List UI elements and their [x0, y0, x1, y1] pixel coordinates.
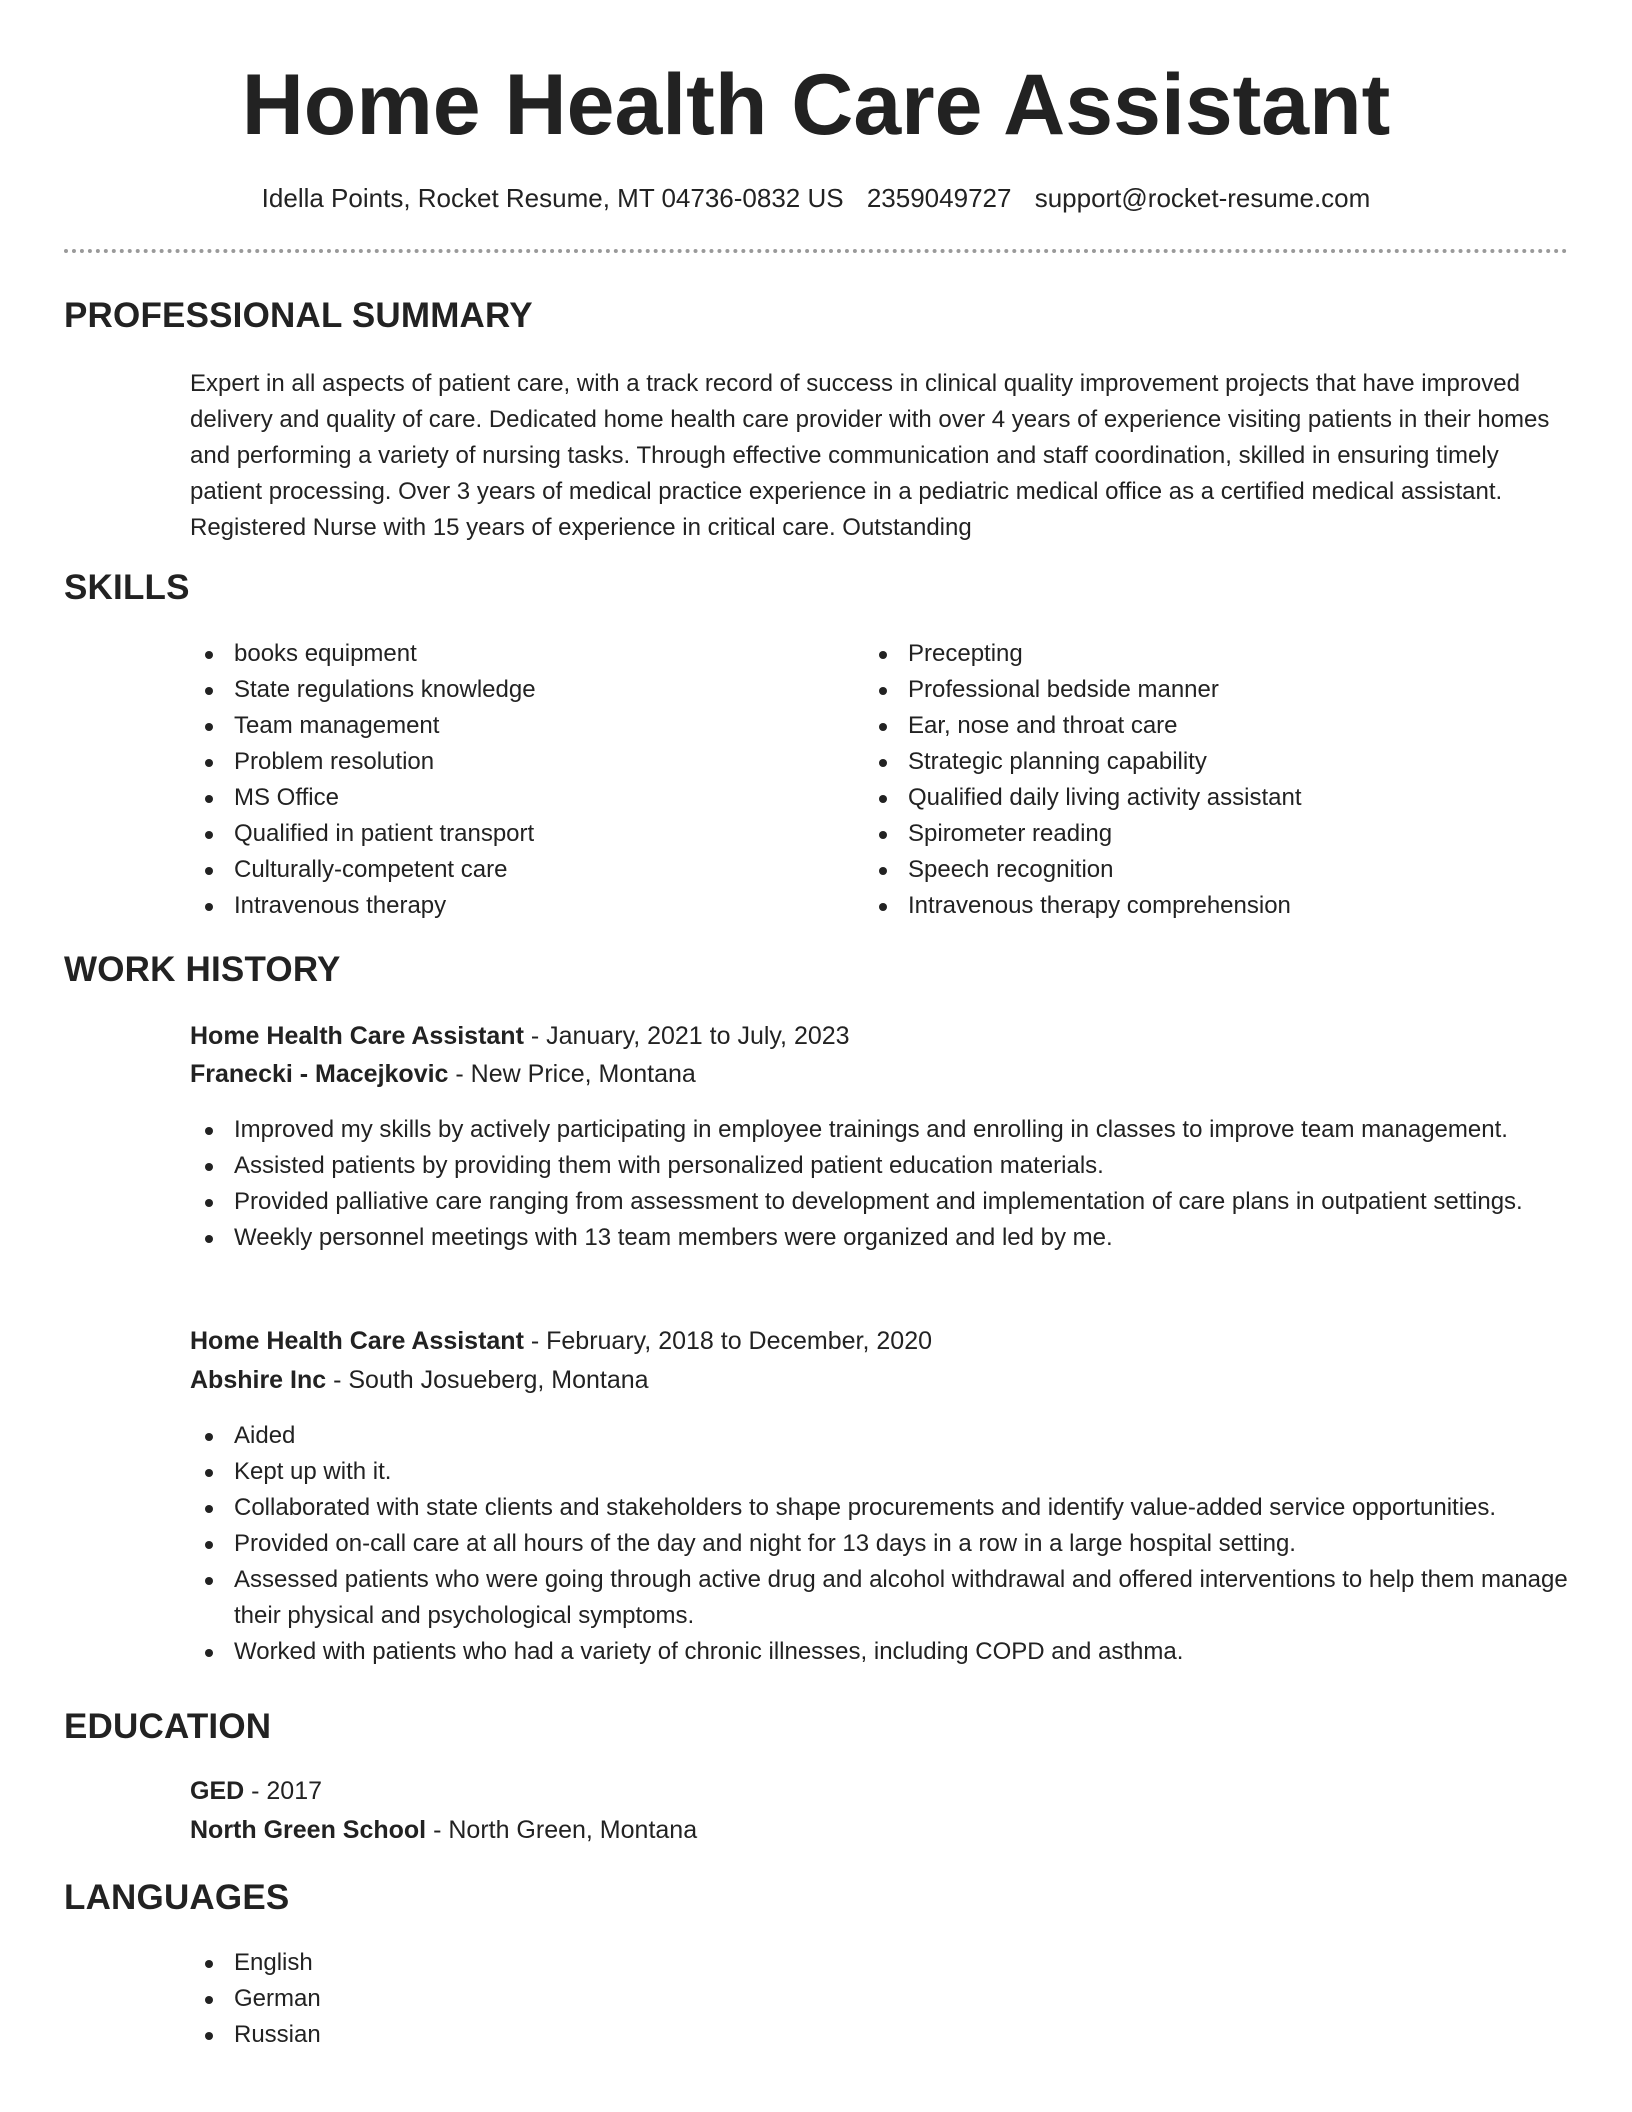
skill-item: Team management: [190, 708, 810, 744]
job-bullet: Worked with patients who had a variety of chronic illnesses, including COPD and asthma.: [190, 1634, 1580, 1670]
language-item: Russian: [190, 2017, 790, 2053]
skill-item: State regulations knowledge: [190, 672, 810, 708]
skill-item: Qualified daily living activity assistant: [864, 780, 1564, 816]
language-item: German: [190, 1981, 790, 2017]
job-title: Home Health Care Assistant: [190, 1327, 524, 1355]
skill-item: MS Office: [190, 780, 810, 816]
job-1-title-line: [190, 1017, 850, 1055]
job-dates: - February, 2018 to December, 2020: [523, 1327, 932, 1355]
summary-text: Expert in all aspects of patient care, with a track record of success in clinical quality improvement projects that have improved delivery and quality of care. Dedicated home health care provider with over 4 years of experience visiting patients in their homes and performing a variety of nursing tasks. Through effective communication and staff coordination, skilled in ensuring timely patient processing. Over 3 years of medical practice experience in a pediatric medical office as a certified medical assistant. Registered Nurse with 15 years of experience in critical care. Outstanding: [190, 370, 1550, 541]
skill-item: Problem resolution: [190, 744, 810, 780]
job-bullet: Weekly personnel meetings with 13 team members were organized and led by me.: [190, 1220, 1580, 1256]
job-bullet: Provided palliative care ranging from assessment to development and implementation of care plans in outpatient settings.: [190, 1184, 1580, 1220]
skill-item: Professional bedside manner: [864, 672, 1564, 708]
skill-item: Precepting: [864, 636, 1564, 672]
job-2-company-line: [190, 1361, 649, 1399]
job-bullet: Kept up with it.: [190, 1454, 1580, 1490]
job-company: Abshire Inc: [190, 1366, 327, 1394]
education-degree-line: [190, 1772, 322, 1810]
job-bullet: Aided: [190, 1418, 1580, 1454]
job-bullet: Assisted patients by providing them with personalized patient education materials.: [190, 1148, 1580, 1184]
education-school-line: [190, 1811, 697, 1849]
contact-address: Idella Points, Rocket Resume, MT 04736-0832 US: [261, 183, 844, 213]
job-bullet: Improved my skills by actively participating in employee trainings and enrolling in classes to improve team management.: [190, 1112, 1580, 1148]
skill-item: Spirometer reading: [864, 816, 1564, 852]
skill-item: Culturally-competent care: [190, 852, 810, 888]
skill-item: books equipment: [190, 636, 810, 672]
job-location: - New Price, Montana: [448, 1060, 696, 1088]
candidate-name: Home Health Care Assistant: [241, 57, 1391, 153]
language-item: English: [190, 1945, 790, 1981]
job-bullet: Collaborated with state clients and stakeholders to shape procurements and identify value-added service opportunities.: [190, 1490, 1580, 1526]
job-2-bullets: [190, 1418, 1580, 1670]
summary-heading: PROFESSIONAL SUMMARY: [64, 296, 533, 335]
skill-item: Intravenous therapy: [190, 888, 810, 924]
languages-list: [190, 1945, 790, 2053]
education-year: - 2017: [244, 1777, 323, 1805]
contact-line: [0, 178, 1632, 218]
job-1-bullets: [190, 1112, 1580, 1256]
languages-heading: LANGUAGES: [64, 1878, 290, 1917]
job-title: Home Health Care Assistant: [190, 1022, 524, 1050]
job-2-title-line: [190, 1322, 932, 1360]
skills-list-right: [864, 636, 1564, 924]
contact-phone: 2359049727: [866, 183, 1012, 213]
skill-item: Strategic planning capability: [864, 744, 1564, 780]
work-history-heading: WORK HISTORY: [64, 950, 341, 989]
skill-item: Intravenous therapy comprehension: [864, 888, 1564, 924]
job-1-company-line: [190, 1055, 696, 1093]
job-location: - South Josueberg, Montana: [326, 1366, 649, 1394]
skill-item: Ear, nose and throat care: [864, 708, 1564, 744]
job-dates: - January, 2021 to July, 2023: [523, 1022, 850, 1050]
education-location: - North Green, Montana: [426, 1816, 698, 1844]
skill-item: Speech recognition: [864, 852, 1564, 888]
job-bullet: Provided on-call care at all hours of the day and night for 13 days in a row in a large hospital setting.: [190, 1526, 1580, 1562]
skills-heading: SKILLS: [64, 568, 190, 607]
skill-item: Qualified in patient transport: [190, 816, 810, 852]
header-divider: [64, 249, 1568, 253]
education-heading: EDUCATION: [64, 1707, 272, 1746]
education-school: North Green School: [190, 1816, 427, 1844]
contact-email: support@rocket-resume.com: [1034, 183, 1371, 213]
job-bullet: Assessed patients who were going through active drug and alcohol withdrawal and offered interventions to help them manage their physical and psychological symptoms.: [190, 1562, 1580, 1634]
job-company: Franecki - Macejkovic: [190, 1060, 449, 1088]
skills-list-left: [190, 636, 810, 924]
education-degree: GED: [190, 1777, 245, 1805]
